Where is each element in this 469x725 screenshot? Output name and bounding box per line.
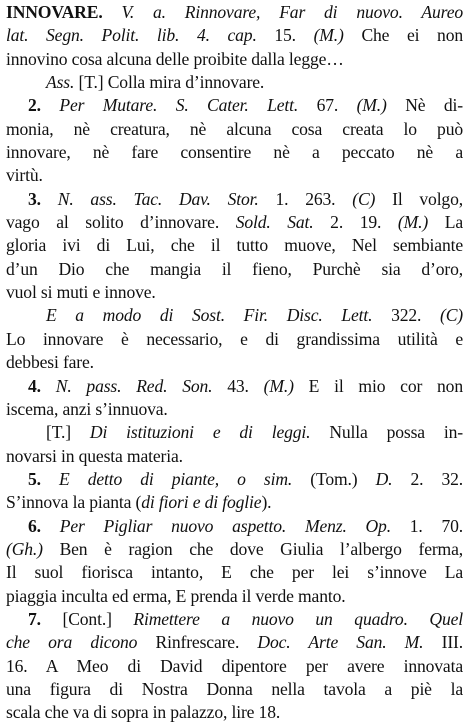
text-segment (41, 189, 58, 209)
italic-segment: di fiori e di foglie (141, 492, 262, 513)
text-segment: 322. (372, 305, 440, 326)
italic-segment: (C) (352, 188, 376, 209)
italic-segment: Rimettere a nuovo un quadro. Quel (133, 608, 463, 629)
entry-line (6, 328, 463, 351)
sense-number: 2. (28, 95, 41, 116)
text-segment: Il suol fiorisca intanto, E che per lei s’innove La (6, 562, 463, 583)
text-segment: ). (261, 492, 272, 513)
entry-line (6, 538, 463, 561)
text-segment: scala che va di sopra in palazzo, lire 18. (6, 702, 281, 723)
entry-line (6, 188, 463, 211)
small-caps-segment: T. (51, 422, 66, 443)
text-segment: d’un Dio che mangia il fieno, Purchè sia d’oro, (6, 258, 463, 279)
entry-line (6, 468, 463, 491)
dictionary-entry-innovare (6, 1, 463, 725)
text-segment: 2. 32. (392, 468, 463, 489)
entry-line (6, 234, 463, 257)
text-segment: ] (65, 422, 90, 443)
italic-segment: Doc. Arte San. M. (257, 632, 424, 653)
entry-line (6, 281, 463, 304)
italic-segment: E a modo di Sost. Fir. Disc. Lett. (46, 305, 373, 326)
italic-segment: Per Pigliar nuovo aspetto. Menz. Op. (59, 515, 391, 536)
text-segment: 2. 19. (313, 212, 398, 233)
text-segment: una figura di Nostra Donna nella tavola a piè la (6, 678, 463, 699)
text-segment: S’innova la pianta ( (6, 492, 142, 513)
text-segment: [Cont.] (40, 608, 134, 629)
text-segment (41, 376, 56, 396)
italic-segment: Di istituzioni e di leggi. (89, 422, 311, 443)
entry-line (6, 304, 463, 327)
entry-line (6, 71, 463, 94)
text-segment: Che ei non (343, 25, 463, 46)
entry-line (6, 445, 463, 468)
italic-segment: Sold. Sat. (235, 212, 314, 233)
text-segment: E il mio cor non (293, 375, 463, 396)
text-segment: innovare, nè fare consentire nè a peccato nè a (6, 142, 463, 163)
italic-segment: N. ass. Tac. Dav. Stor. (57, 188, 259, 209)
entry-line (6, 491, 463, 514)
italic-segment: (M.) (263, 375, 294, 396)
entry-line (6, 258, 463, 281)
sense-number: 6. (28, 515, 41, 536)
entry-line (6, 48, 463, 71)
text-segment: vago al solito d’innovare. (6, 212, 236, 233)
entry-line (6, 701, 463, 724)
italic-segment: D. (375, 468, 393, 489)
entry-line (6, 561, 463, 584)
text-segment: [ (46, 422, 52, 443)
italic-segment: V. a. Rinnovare, Far di nuovo. Aureo (121, 2, 463, 22)
entry-line (6, 631, 463, 654)
entry-line (6, 211, 463, 234)
text-segment: 43. (212, 375, 264, 396)
text-segment: [ (74, 72, 85, 93)
text-segment: Il volgo, (375, 188, 463, 209)
sense-number: 3. (28, 188, 41, 209)
entry-line (6, 1, 463, 24)
entry-line (6, 94, 463, 117)
text-segment (41, 469, 59, 489)
text-segment: 16. A Meo di David dipentore per avere innovata (6, 655, 463, 676)
text-segment: Lo innovare è necessario, e di grandissima utilità e (6, 328, 463, 349)
entry-line (6, 351, 463, 374)
italic-segment: (M.) (313, 25, 344, 46)
text-segment: iscema, anzi s’innuova. (6, 398, 168, 419)
text-segment: piaggia inculta ed erma, E prenda il verde manto. (6, 585, 346, 606)
text-segment: 15. (256, 25, 314, 46)
sense-number: 7. (28, 608, 41, 629)
entry-line (6, 421, 463, 444)
entry-line (6, 24, 463, 47)
entry-line (6, 398, 463, 421)
text-segment: La (428, 212, 463, 233)
text-segment: 1. 263. (258, 188, 353, 209)
italic-segment: Per Mutare. S. Cater. Lett. (59, 95, 299, 116)
text-segment: ] Colla mira d’innovare. (97, 72, 265, 93)
text-segment: virtù. (6, 165, 43, 186)
italic-segment: N. pass. Red. Son. (55, 375, 213, 396)
entry-line (6, 164, 463, 187)
text-segment: Rinfrescare. (137, 632, 258, 653)
entry-line (6, 585, 463, 608)
text-segment: debbesi fare. (6, 352, 94, 373)
text-segment: Nulla possa in- (310, 422, 463, 443)
entry-line (6, 375, 463, 398)
italic-segment: Ass. (46, 72, 75, 93)
italic-segment: (M.) (356, 95, 387, 116)
italic-segment: E detto di piante, o sim. (59, 468, 293, 489)
entry-line (6, 515, 463, 538)
entry-line (6, 141, 463, 164)
sense-number: 4. (28, 375, 41, 396)
italic-segment: (Gh.) (6, 538, 43, 559)
text-segment (41, 516, 60, 536)
text-segment: 67. (298, 95, 357, 116)
text-segment: gloria ivi di Lui, che il tutto muove, Nel sembiante (6, 235, 463, 256)
text-segment: Nè di- (386, 95, 463, 116)
text-segment (41, 95, 59, 115)
text-segment (103, 2, 122, 22)
text-segment: 1. 70. (390, 515, 463, 536)
italic-segment: (C) (439, 305, 463, 326)
italic-segment: che ora dicono (6, 632, 138, 653)
text-segment: (Tom.) (292, 468, 376, 489)
text-segment: Ben è ragion che dove Giulia l’albergo ferma, (42, 538, 463, 559)
small-caps-segment: T. (84, 72, 98, 93)
text-segment: vuol si muti e innove. (6, 282, 156, 303)
sense-number: 5. (28, 468, 41, 489)
entry-line (6, 655, 463, 678)
small-caps-segment: III. (423, 632, 463, 653)
text-segment: novarsi in questa materia. (6, 445, 183, 466)
headword: INNOVARE. (6, 2, 103, 22)
text-segment: monia, nè creatura, nè alcuna cosa creata lo può (6, 118, 463, 139)
entry-line (6, 608, 463, 631)
entry-line (6, 118, 463, 141)
entry-line (6, 678, 463, 701)
italic-segment: lat. Segn. Polit. lib. 4. cap. (6, 25, 257, 46)
italic-segment: (M.) (397, 212, 429, 233)
text-segment: innovino cosa alcuna delle proibite dalla legge… (6, 48, 344, 69)
